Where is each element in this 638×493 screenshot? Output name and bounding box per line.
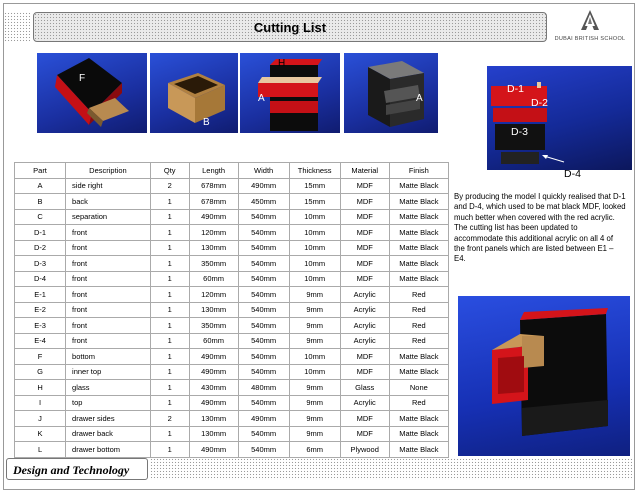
table-row	[15, 318, 449, 334]
table-cell: 490mm	[189, 209, 238, 225]
table-cell: D-3	[15, 256, 66, 272]
table-cell: Red	[389, 333, 448, 349]
table-cell: 540mm	[238, 349, 289, 365]
table-cell: 1	[150, 271, 189, 287]
table-cell: 480mm	[238, 380, 289, 396]
table-cell: 1	[150, 395, 189, 411]
table-cell: 1	[150, 318, 189, 334]
footer-label: Design and Technology	[13, 463, 130, 477]
col-material: Material	[340, 163, 389, 179]
table-cell: MDF	[340, 178, 389, 194]
table-row	[15, 411, 449, 427]
table-cell: Acrylic	[340, 395, 389, 411]
cutting-list-table	[14, 162, 449, 458]
table-cell: MDF	[340, 194, 389, 210]
label-part-a-photo4: A	[416, 93, 423, 104]
table-cell: 540mm	[238, 333, 289, 349]
table-cell: K	[15, 426, 66, 442]
table-cell: front	[66, 271, 151, 287]
label-part-f: F	[79, 73, 86, 84]
table-cell: Glass	[340, 380, 389, 396]
table-cell: 1	[150, 240, 189, 256]
table-cell: 10mm	[289, 225, 340, 241]
table-cell: 1	[150, 380, 189, 396]
table-cell: Matte Black	[389, 194, 448, 210]
table-cell: 130mm	[189, 426, 238, 442]
cabinet-drawer-open-image	[240, 53, 340, 133]
title-bar	[33, 12, 547, 42]
table-cell: MDF	[340, 411, 389, 427]
table-cell: 540mm	[238, 442, 289, 458]
subject-footer	[6, 458, 148, 480]
table-cell: Matte Black	[389, 411, 448, 427]
table-row	[15, 302, 449, 318]
table-cell: 1	[150, 349, 189, 365]
table-cell: 10mm	[289, 271, 340, 287]
table-cell: 15mm	[289, 178, 340, 194]
table-cell: 540mm	[238, 364, 289, 380]
table-cell: 9mm	[289, 287, 340, 303]
table-cell: drawer sides	[66, 411, 151, 427]
table-cell: MDF	[340, 225, 389, 241]
table-cell: C	[15, 209, 66, 225]
table-cell: D-1	[15, 225, 66, 241]
table-cell: Acrylic	[340, 302, 389, 318]
table-cell: 120mm	[189, 225, 238, 241]
table-cell: Matte Black	[389, 178, 448, 194]
table-cell: Matte Black	[389, 426, 448, 442]
table-cell: 450mm	[238, 194, 289, 210]
table-cell: Matte Black	[389, 225, 448, 241]
dbs-crest-icon	[550, 8, 630, 36]
table-cell: Matte Black	[389, 209, 448, 225]
table-cell: MDF	[340, 256, 389, 272]
table-cell: 1	[150, 209, 189, 225]
table-cell: 1	[150, 302, 189, 318]
table-cell: 10mm	[289, 240, 340, 256]
table-cell: 2	[150, 178, 189, 194]
table-cell: 10mm	[289, 364, 340, 380]
table-cell: Matte Black	[389, 442, 448, 458]
table-cell: drawer bottom	[66, 442, 151, 458]
table-cell: 9mm	[289, 333, 340, 349]
table-cell: 9mm	[289, 395, 340, 411]
table-cell: 350mm	[189, 318, 238, 334]
table-cell: 1	[150, 333, 189, 349]
school-logo	[550, 8, 630, 46]
table-cell: G	[15, 364, 66, 380]
d4-pointer-arrow	[536, 150, 576, 170]
model-photo-4	[344, 53, 438, 133]
footer-dot-strip	[150, 458, 632, 480]
table-cell: Matte Black	[389, 271, 448, 287]
table-cell: 10mm	[289, 256, 340, 272]
table-cell: bottom	[66, 349, 151, 365]
model-photo-3	[240, 53, 340, 133]
table-cell: 1	[150, 194, 189, 210]
table-row	[15, 271, 449, 287]
table-cell: Acrylic	[340, 333, 389, 349]
table-cell: 1	[150, 256, 189, 272]
table-cell: MDF	[340, 209, 389, 225]
table-cell: 1	[150, 287, 189, 303]
table-cell: 540mm	[238, 271, 289, 287]
table-cell: 490mm	[238, 178, 289, 194]
table-cell: front	[66, 318, 151, 334]
table-cell: drawer back	[66, 426, 151, 442]
table-cell: 350mm	[189, 256, 238, 272]
label-part-h: H	[278, 58, 286, 69]
table-row	[15, 194, 449, 210]
table-cell: 130mm	[189, 411, 238, 427]
table-cell: E-1	[15, 287, 66, 303]
table-cell: 540mm	[238, 240, 289, 256]
table-cell: Acrylic	[340, 287, 389, 303]
cabinet-model-photo	[458, 296, 630, 456]
table-cell: 430mm	[189, 380, 238, 396]
table-cell: J	[15, 411, 66, 427]
table-row	[15, 225, 449, 241]
model-note-text: By producing the model I quickly realised that D-1 and D-4, which used to be mat black MDF, looked much better when covered with the red acrylic. The cutting list has been updated to accommodate this additional acrylic on all 4 of the front panels which are listed between E1 – E4.	[454, 192, 626, 264]
label-d2: D-2	[531, 97, 548, 109]
label-d4: D-4	[564, 168, 581, 180]
table-row	[15, 426, 449, 442]
table-row	[15, 380, 449, 396]
table-cell: I	[15, 395, 66, 411]
table-cell: 130mm	[189, 302, 238, 318]
table-cell: H	[15, 380, 66, 396]
table-cell: inner top	[66, 364, 151, 380]
table-cell: 6mm	[289, 442, 340, 458]
table-cell: 130mm	[189, 240, 238, 256]
table-cell: Matte Black	[389, 349, 448, 365]
table-cell: 9mm	[289, 411, 340, 427]
table-cell: MDF	[340, 271, 389, 287]
col-finish: Finish	[389, 163, 448, 179]
table-cell: side right	[66, 178, 151, 194]
table-cell: 540mm	[238, 318, 289, 334]
table-cell: MDF	[340, 349, 389, 365]
model-photo-1	[37, 53, 147, 133]
table-cell: 540mm	[238, 395, 289, 411]
table-cell: B	[15, 194, 66, 210]
table-cell: 9mm	[289, 380, 340, 396]
table-cell: E-3	[15, 318, 66, 334]
table-cell: Matte Black	[389, 240, 448, 256]
table-cell: front	[66, 256, 151, 272]
table-cell: D-4	[15, 271, 66, 287]
table-row	[15, 395, 449, 411]
table-cell: 10mm	[289, 209, 340, 225]
table-cell: Plywood	[340, 442, 389, 458]
table-cell: 1	[150, 426, 189, 442]
school-logo-text: DUBAI BRITISH SCHOOL	[554, 36, 626, 42]
table-cell: 9mm	[289, 318, 340, 334]
col-thickness: Thickness	[289, 163, 340, 179]
table-cell: Red	[389, 302, 448, 318]
table-cell: 678mm	[189, 194, 238, 210]
table-cell: Red	[389, 395, 448, 411]
cabinet-open-drawer-image	[458, 296, 630, 456]
table-row	[15, 256, 449, 272]
table-row	[15, 364, 449, 380]
cabinet-tilted-image	[37, 53, 147, 133]
table-cell: MDF	[340, 364, 389, 380]
table-cell: None	[389, 380, 448, 396]
table-cell: 1	[150, 364, 189, 380]
table-cell: 490mm	[189, 395, 238, 411]
col-width: Width	[238, 163, 289, 179]
table-cell: 490mm	[189, 442, 238, 458]
table-cell: front	[66, 333, 151, 349]
table-cell: 540mm	[238, 256, 289, 272]
table-cell: 490mm	[189, 349, 238, 365]
table-cell: Matte Black	[389, 364, 448, 380]
table-cell: Matte Black	[389, 256, 448, 272]
label-d3: D-3	[511, 126, 528, 138]
table-cell: 540mm	[238, 426, 289, 442]
box-top-image	[150, 53, 238, 133]
table-cell: 540mm	[238, 225, 289, 241]
label-part-b: B	[203, 117, 210, 128]
table-cell: front	[66, 240, 151, 256]
table-cell: Red	[389, 287, 448, 303]
table-cell: 9mm	[289, 302, 340, 318]
model-photo-2	[150, 53, 238, 133]
table-row	[15, 178, 449, 194]
table-row	[15, 240, 449, 256]
table-cell: 120mm	[189, 287, 238, 303]
table-cell: 490mm	[189, 364, 238, 380]
table-cell: front	[66, 287, 151, 303]
table-cell: 15mm	[289, 194, 340, 210]
table-cell: 490mm	[238, 411, 289, 427]
table-cell: 1	[150, 225, 189, 241]
table-row	[15, 287, 449, 303]
col-description: Description	[66, 163, 151, 179]
col-length: Length	[189, 163, 238, 179]
table-row	[15, 209, 449, 225]
table-cell: 678mm	[189, 178, 238, 194]
table-cell: MDF	[340, 426, 389, 442]
table-row	[15, 333, 449, 349]
table-cell: back	[66, 194, 151, 210]
table-cell: front	[66, 225, 151, 241]
table-cell: 60mm	[189, 271, 238, 287]
label-part-a-photo3: A	[258, 93, 265, 104]
cabinet-grey-image	[344, 53, 438, 133]
table-cell: glass	[66, 380, 151, 396]
table-cell: A	[15, 178, 66, 194]
table-cell: 60mm	[189, 333, 238, 349]
table-cell: 10mm	[289, 349, 340, 365]
table-row	[15, 349, 449, 365]
table-cell: E-4	[15, 333, 66, 349]
table-header-row	[15, 163, 449, 179]
table-cell: 9mm	[289, 426, 340, 442]
table-cell: 1	[150, 442, 189, 458]
page-title: Cutting List	[253, 20, 327, 35]
table-cell: D-2	[15, 240, 66, 256]
table-cell: MDF	[340, 240, 389, 256]
table-cell: Acrylic	[340, 318, 389, 334]
col-part: Part	[15, 163, 66, 179]
label-d1: D-1	[507, 83, 524, 95]
table-cell: 2	[150, 411, 189, 427]
table-cell: 540mm	[238, 302, 289, 318]
table-cell: front	[66, 302, 151, 318]
table-cell: E-2	[15, 302, 66, 318]
table-cell: 540mm	[238, 287, 289, 303]
table-cell: Red	[389, 318, 448, 334]
header-dot-strip	[4, 12, 30, 42]
table-cell: top	[66, 395, 151, 411]
table-cell: L	[15, 442, 66, 458]
table-row	[15, 442, 449, 458]
table-cell: F	[15, 349, 66, 365]
table-cell: separation	[66, 209, 151, 225]
table-cell: 540mm	[238, 209, 289, 225]
col-qty: Qty	[150, 163, 189, 179]
